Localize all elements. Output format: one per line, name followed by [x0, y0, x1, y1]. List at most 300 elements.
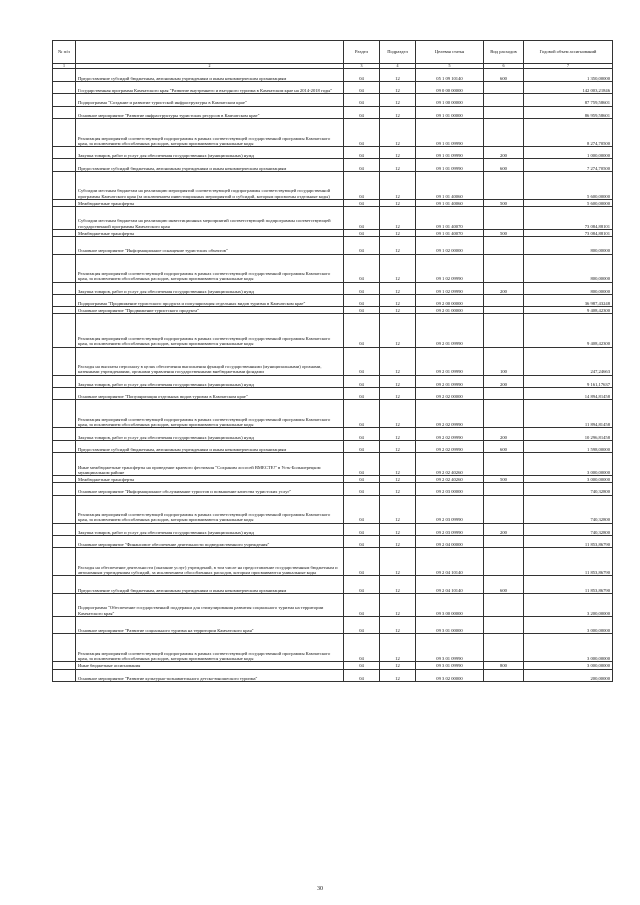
cell-section: 04	[344, 669, 380, 681]
table-row	[53, 523, 613, 535]
cell-amount: 11 894,81458	[524, 400, 613, 428]
table-body	[53, 69, 613, 682]
table-row	[53, 282, 613, 294]
cell-no	[53, 453, 76, 476]
cell-target: 09 3 01 09990	[416, 634, 484, 662]
cell-target: 09 1 01 09990	[416, 118, 484, 146]
cell-no	[53, 440, 76, 452]
cell-no	[53, 388, 76, 400]
cell-name: Закупка товаров, работ и услуг для обеспечения государственных (муниципальных) нужд	[76, 428, 344, 440]
table-row	[53, 548, 613, 576]
cell-amount: 10 296,81458	[524, 428, 613, 440]
table-row	[53, 94, 613, 106]
cell-amount: 247,24663	[524, 347, 613, 375]
header-name	[76, 41, 344, 64]
cell-amount: 800,00000	[524, 254, 613, 282]
cell-no	[53, 282, 76, 294]
cell-exptype	[484, 616, 524, 634]
cell-target: 09 2 02 40260	[416, 453, 484, 476]
cell-subsection: 12	[380, 576, 416, 594]
table-row	[53, 576, 613, 594]
table-row	[53, 118, 613, 146]
cell-subsection: 12	[380, 294, 416, 306]
cell-no	[53, 400, 76, 428]
cell-subsection: 12	[380, 662, 416, 669]
cell-section: 04	[344, 483, 380, 495]
cell-amount: 3 000,00000	[524, 634, 613, 662]
cell-section: 04	[344, 453, 380, 476]
cell-exptype	[484, 400, 524, 428]
cell-name: Реализация мероприятий соответствующей подпрограммы в рамках соответствующей государственной программы Камчатского края, за исключением обособленных расходов, которым присваиваются уникальные коды	[76, 400, 344, 428]
cell-subsection: 12	[380, 593, 416, 616]
cell-section: 04	[344, 616, 380, 634]
table-row	[53, 593, 613, 616]
cell-name: Расходы на обеспечение деятельности (оказание услуг) учреждений, в том числе на предоставление государственным бюджетным и автономным учреждениям субсидий, за исключением обособленных расходов, которым присваиваются уникальные коды	[76, 548, 344, 576]
cell-subsection: 12	[380, 206, 416, 229]
table-row	[53, 146, 613, 158]
cell-section: 04	[344, 400, 380, 428]
cell-section: 04	[344, 118, 380, 146]
cell-amount: 87 759,58601	[524, 94, 613, 106]
cell-no	[53, 307, 76, 314]
cell-amount: 740,32800	[524, 523, 613, 535]
cell-name: Основное мероприятие "Информационное оснащение туристских объектов"	[76, 236, 344, 254]
cell-name: Государственная программа Камчатского края "Развитие внутреннего и въездного туризма в Камчатском крае на 2014-2018 годы"	[76, 81, 344, 93]
cell-amount: 3 000,00000	[524, 662, 613, 669]
cell-target: 09 1 01 09990	[416, 159, 484, 171]
cell-subsection: 12	[380, 81, 416, 93]
cell-exptype: 600	[484, 576, 524, 594]
header-target: Целевая статья	[416, 41, 484, 64]
cell-section: 04	[344, 375, 380, 387]
header-section: Раздел	[344, 41, 380, 64]
table-row	[53, 171, 613, 199]
table-row	[53, 428, 613, 440]
cell-subsection: 12	[380, 254, 416, 282]
cell-exptype	[484, 81, 524, 93]
cell-amount: 9 161,17637	[524, 375, 613, 387]
cell-section: 04	[344, 229, 380, 236]
column-number: 1	[53, 64, 76, 69]
cell-name: Предоставление субсидий бюджетным, автономным учреждениям и иным некоммерческим организациям	[76, 69, 344, 81]
cell-amount: 11 853,86790	[524, 576, 613, 594]
cell-subsection: 12	[380, 483, 416, 495]
cell-exptype	[484, 171, 524, 199]
column-number: 3	[344, 64, 380, 69]
cell-target: 09 2 02 40260	[416, 476, 484, 483]
cell-subsection: 12	[380, 388, 416, 400]
cell-name: Подпрограмма "Создание и развитие туристской инфраструктуры в Камчатском крае"	[76, 94, 344, 106]
cell-name: Закупка товаров, работ и услуг для обеспечения государственных (муниципальных) нужд	[76, 282, 344, 294]
cell-no	[53, 428, 76, 440]
cell-no	[53, 523, 76, 535]
cell-subsection: 12	[380, 236, 416, 254]
cell-name: Основное мероприятие "Развитие инфраструктуры туристских ресурсов в Камчатском крае"	[76, 106, 344, 118]
cell-no	[53, 548, 76, 576]
cell-section: 04	[344, 282, 380, 294]
table-header-row	[53, 41, 613, 64]
cell-section: 04	[344, 428, 380, 440]
cell-name: Реализация мероприятий соответствующей подпрограммы в рамках соответствующей государственной программы Камчатского края, за исключением обособленных расходов, которым присваиваются уникальные коды	[76, 254, 344, 282]
cell-section: 04	[344, 576, 380, 594]
column-number: 6	[484, 64, 524, 69]
cell-amount: 36 987,43248	[524, 294, 613, 306]
table-row	[53, 314, 613, 347]
cell-amount: 86 959,58601	[524, 106, 613, 118]
cell-name: Субсидии местным бюджетам на реализацию инвестиционных мероприятий соответствующей подпрограммы соответствующей государственной программы Камчатского края	[76, 206, 344, 229]
cell-exptype	[484, 294, 524, 306]
cell-target: 09 1 01 09990	[416, 146, 484, 158]
table-row	[53, 453, 613, 476]
table-row	[53, 662, 613, 669]
cell-name: Иные бюджетные ассигнования	[76, 662, 344, 669]
cell-target: 09 1 01 00000	[416, 106, 484, 118]
column-number: 2	[76, 64, 344, 69]
cell-target: 09 2 02 09990	[416, 440, 484, 452]
cell-amount: 8 274,70500	[524, 118, 613, 146]
cell-name: Предоставление субсидий бюджетным, автономным учреждениям и иным некоммерческим организациям	[76, 576, 344, 594]
cell-subsection: 12	[380, 523, 416, 535]
cell-target: 09 2 02 09990	[416, 428, 484, 440]
cell-name: Подпрограмма "Обеспечение государственной поддержки для стимулирования развития социального туризма на территории Камчатского края"	[76, 593, 344, 616]
cell-exptype: 200	[484, 375, 524, 387]
cell-target: 09 1 02 09990	[416, 254, 484, 282]
cell-amount: 800,00000	[524, 236, 613, 254]
cell-amount: 3 000,00000	[524, 453, 613, 476]
table-row	[53, 476, 613, 483]
table-row	[53, 236, 613, 254]
cell-no	[53, 347, 76, 375]
cell-exptype	[484, 483, 524, 495]
cell-target: 09 3 02 00000	[416, 669, 484, 681]
cell-section: 04	[344, 199, 380, 206]
cell-target: 09 1 01 40070	[416, 229, 484, 236]
table-row	[53, 294, 613, 306]
column-number: 7	[524, 64, 613, 69]
cell-target: 09 2 03 00000	[416, 483, 484, 495]
table-row	[53, 347, 613, 375]
header-subsection: Подраздел	[380, 41, 416, 64]
cell-target: 09 2 00 00000	[416, 294, 484, 306]
cell-amount: 3 000,00000	[524, 476, 613, 483]
cell-subsection: 12	[380, 106, 416, 118]
cell-target: 09 2 01 09990	[416, 347, 484, 375]
cell-subsection: 12	[380, 616, 416, 634]
cell-name: Межбюджетные трансферты	[76, 229, 344, 236]
cell-name: Предоставление субсидий бюджетным, автономным учреждениям и иным некоммерческим организациям	[76, 440, 344, 452]
cell-exptype: 600	[484, 440, 524, 452]
table-row	[53, 229, 613, 236]
cell-subsection: 12	[380, 118, 416, 146]
cell-subsection: 12	[380, 159, 416, 171]
cell-section: 04	[344, 523, 380, 535]
header-amount: Годовой объем ассигнований	[524, 41, 613, 64]
table-row	[53, 375, 613, 387]
cell-section: 04	[344, 236, 380, 254]
cell-target: 09 2 01 09990	[416, 314, 484, 347]
cell-amount: 5 600,00000	[524, 199, 613, 206]
cell-target: 09 2 04 00000	[416, 536, 484, 548]
table-row	[53, 81, 613, 93]
cell-amount: 11 853,86790	[524, 548, 613, 576]
cell-no	[53, 669, 76, 681]
cell-name: Основное мероприятие "Финансовое обеспечение деятельности подведомственного учреждения"	[76, 536, 344, 548]
cell-target: 09 2 01 09990	[416, 375, 484, 387]
cell-amount: 200,00000	[524, 669, 613, 681]
cell-subsection: 12	[380, 548, 416, 576]
cell-name: Межбюджетные трансферты	[76, 199, 344, 206]
cell-no	[53, 236, 76, 254]
cell-section: 04	[344, 106, 380, 118]
cell-no	[53, 294, 76, 306]
cell-amount: 5 600,00000	[524, 171, 613, 199]
cell-no	[53, 146, 76, 158]
cell-amount: 11 853,86790	[524, 536, 613, 548]
cell-name: Реализация мероприятий соответствующей подпрограммы в рамках соответствующей государственной программы Камчатского края, за исключением обособленных расходов, которым присваиваются уникальные коды	[76, 495, 344, 523]
cell-subsection: 12	[380, 440, 416, 452]
cell-target: 09 3 01 09990	[416, 662, 484, 669]
cell-amount: 14 894,81458	[524, 388, 613, 400]
cell-exptype	[484, 118, 524, 146]
header-no: № п/п	[53, 41, 76, 64]
cell-amount: 3 000,00000	[524, 616, 613, 634]
table-row	[53, 388, 613, 400]
cell-exptype	[484, 669, 524, 681]
page-number: 30	[317, 886, 323, 892]
cell-subsection: 12	[380, 453, 416, 476]
cell-exptype	[484, 548, 524, 576]
cell-section: 04	[344, 495, 380, 523]
cell-subsection: 12	[380, 400, 416, 428]
cell-section: 04	[344, 146, 380, 158]
cell-amount: 9 408,42300	[524, 307, 613, 314]
cell-no	[53, 536, 76, 548]
cell-section: 04	[344, 69, 380, 81]
cell-section: 04	[344, 662, 380, 669]
cell-no	[53, 229, 76, 236]
cell-amount: 1 598,00000	[524, 440, 613, 452]
cell-target: 09 2 04 10140	[416, 576, 484, 594]
table-row	[53, 400, 613, 428]
cell-target: 09 1 01 40060	[416, 199, 484, 206]
cell-exptype	[484, 593, 524, 616]
cell-section: 04	[344, 476, 380, 483]
cell-name: Закупка товаров, работ и услуг для обеспечения государственных (муниципальных) нужд	[76, 523, 344, 535]
cell-no	[53, 171, 76, 199]
cell-no	[53, 118, 76, 146]
cell-exptype: 500	[484, 229, 524, 236]
cell-exptype: 200	[484, 146, 524, 158]
cell-exptype: 100	[484, 347, 524, 375]
cell-no	[53, 159, 76, 171]
cell-no	[53, 576, 76, 594]
cell-amount: 73 084,88101	[524, 229, 613, 236]
cell-section: 04	[344, 94, 380, 106]
cell-target: 09 1 02 09990	[416, 282, 484, 294]
cell-exptype	[484, 206, 524, 229]
cell-exptype: 500	[484, 199, 524, 206]
cell-name: Субсидии местным бюджетам на реализацию мероприятий соответствующей подпрограммы соответствующей государственной программы Камчатского края (за исключением инвестиционных мероприятий и субсидий, которым присвоены отдельные коды)	[76, 171, 344, 199]
cell-amount: 1 000,00000	[524, 146, 613, 158]
cell-section: 04	[344, 81, 380, 93]
cell-no	[53, 81, 76, 93]
cell-subsection: 12	[380, 307, 416, 314]
cell-exptype: 800	[484, 662, 524, 669]
table-row	[53, 483, 613, 495]
cell-exptype	[484, 634, 524, 662]
column-number: 4	[380, 64, 416, 69]
cell-amount: 73 084,88101	[524, 206, 613, 229]
cell-exptype	[484, 236, 524, 254]
cell-subsection: 12	[380, 347, 416, 375]
cell-amount: 7 274,70500	[524, 159, 613, 171]
cell-subsection: 12	[380, 94, 416, 106]
cell-subsection: 12	[380, 314, 416, 347]
budget-table	[52, 40, 613, 682]
cell-no	[53, 206, 76, 229]
cell-no	[53, 314, 76, 347]
cell-section: 04	[344, 254, 380, 282]
cell-target: 09 2 03 09990	[416, 495, 484, 523]
cell-target: 09 3 01 00000	[416, 616, 484, 634]
cell-section: 04	[344, 536, 380, 548]
cell-subsection: 12	[380, 634, 416, 662]
cell-subsection: 12	[380, 375, 416, 387]
cell-target: 09 2 04 10140	[416, 548, 484, 576]
cell-name: Подпрограмма "Продвижение туристского продукта и популяризация отдельных видов туризма в Камчатском крае"	[76, 294, 344, 306]
cell-target: 09 1 01 40060	[416, 171, 484, 199]
cell-target: 09 2 02 00000	[416, 388, 484, 400]
cell-no	[53, 593, 76, 616]
cell-name: Реализация мероприятий соответствующей подпрограммы в рамках соответствующей государственной программы Камчатского края, за исключением обособленных расходов, которым присваиваются уникальные коды	[76, 634, 344, 662]
cell-exptype	[484, 94, 524, 106]
cell-subsection: 12	[380, 495, 416, 523]
cell-exptype	[484, 314, 524, 347]
cell-no	[53, 375, 76, 387]
cell-section: 04	[344, 171, 380, 199]
table-row	[53, 159, 613, 171]
cell-name: Основное мероприятие "Развитие культурно-познавательного детско-юношеского туризма"	[76, 669, 344, 681]
header-exptype: Вид расходов	[484, 41, 524, 64]
cell-name: Реализация мероприятий соответствующей подпрограммы в рамках соответствующей государственной программы Камчатского края, за исключением обособленных расходов, которым присваиваются уникальные коды	[76, 118, 344, 146]
cell-subsection: 12	[380, 199, 416, 206]
cell-target: 09 0 00 00000	[416, 81, 484, 93]
cell-subsection: 12	[380, 146, 416, 158]
table-row	[53, 69, 613, 81]
cell-no	[53, 476, 76, 483]
table-row	[53, 634, 613, 662]
cell-name: Закупка товаров, работ и услуг для обеспечения государственных (муниципальных) нужд	[76, 146, 344, 158]
cell-no	[53, 254, 76, 282]
cell-target: 09 1 01 40070	[416, 206, 484, 229]
cell-name: Реализация мероприятий соответствующей подпрограммы в рамках соответствующей государственной программы Камчатского края, за исключением обособленных расходов, которым присваиваются уникальные коды	[76, 314, 344, 347]
cell-subsection: 12	[380, 428, 416, 440]
table-row	[53, 495, 613, 523]
cell-exptype: 200	[484, 523, 524, 535]
table-row	[53, 206, 613, 229]
cell-name: Основное мероприятие "Информационное обслуживание туристов и повышение качества туристских услуг"	[76, 483, 344, 495]
cell-target: 05 1 09 10140	[416, 69, 484, 81]
cell-section: 04	[344, 548, 380, 576]
cell-name: Основное мероприятие "Популяризация отдельных видов туризма в Камчатском крае"	[76, 388, 344, 400]
cell-no	[53, 495, 76, 523]
cell-no	[53, 483, 76, 495]
cell-subsection: 12	[380, 669, 416, 681]
cell-subsection: 12	[380, 536, 416, 548]
cell-exptype: 500	[484, 476, 524, 483]
cell-no	[53, 199, 76, 206]
table-row	[53, 440, 613, 452]
cell-exptype	[484, 307, 524, 314]
cell-amount: 142 003,21846	[524, 81, 613, 93]
cell-section: 04	[344, 159, 380, 171]
cell-amount: 800,00000	[524, 282, 613, 294]
cell-name: Межбюджетные трансферты	[76, 476, 344, 483]
cell-target: 09 1 02 00000	[416, 236, 484, 254]
cell-exptype: 200	[484, 428, 524, 440]
cell-section: 04	[344, 314, 380, 347]
cell-section: 04	[344, 294, 380, 306]
cell-no	[53, 106, 76, 118]
cell-exptype	[484, 106, 524, 118]
cell-amount: 740,32800	[524, 483, 613, 495]
cell-no	[53, 634, 76, 662]
budget-document-page	[52, 40, 612, 682]
cell-no	[53, 662, 76, 669]
cell-subsection: 12	[380, 229, 416, 236]
cell-name: Предоставление субсидий бюджетным, автономным учреждениям и иным некоммерческим организациям	[76, 159, 344, 171]
cell-target: 09 2 03 09990	[416, 523, 484, 535]
table-row	[53, 199, 613, 206]
cell-section: 04	[344, 388, 380, 400]
cell-amount: 9 408,42300	[524, 314, 613, 347]
table-row	[53, 669, 613, 681]
cell-no	[53, 616, 76, 634]
table-row	[53, 536, 613, 548]
cell-target: 09 2 01 00000	[416, 307, 484, 314]
cell-section: 04	[344, 347, 380, 375]
cell-subsection: 12	[380, 171, 416, 199]
cell-name: Основное мероприятие "Продвижение туристского продукта"	[76, 307, 344, 314]
cell-exptype	[484, 536, 524, 548]
cell-amount: 3 200,00000	[524, 593, 613, 616]
cell-exptype: 200	[484, 282, 524, 294]
cell-no	[53, 69, 76, 81]
table-row	[53, 106, 613, 118]
cell-target: 09 1 00 00000	[416, 94, 484, 106]
cell-name: Расходы на выплаты персоналу в целях обеспечения выполнения функций государственными (муниципальными) органами, казенными учреждениями, органами управления государственными внебюджетными фондами	[76, 347, 344, 375]
cell-no	[53, 94, 76, 106]
cell-exptype	[484, 495, 524, 523]
cell-target: 09 3 00 00000	[416, 593, 484, 616]
cell-subsection: 12	[380, 282, 416, 294]
cell-name: Основное мероприятие "Развитие социального туризма на территории Камчатского края"	[76, 616, 344, 634]
table-row	[53, 254, 613, 282]
cell-section: 04	[344, 307, 380, 314]
cell-subsection: 12	[380, 476, 416, 483]
column-number: 5	[416, 64, 484, 69]
cell-section: 04	[344, 634, 380, 662]
cell-target: 09 2 02 09990	[416, 400, 484, 428]
cell-name: Иные межбюджетные трансферты на проведение краевого фестиваля "Сохраним лососей ВМЕСТЕ!" в Усть-Большерецком муниципальном районе	[76, 453, 344, 476]
cell-section: 04	[344, 206, 380, 229]
cell-exptype	[484, 453, 524, 476]
cell-amount: 740,32800	[524, 495, 613, 523]
cell-exptype: 600	[484, 159, 524, 171]
cell-exptype: 600	[484, 69, 524, 81]
cell-subsection: 12	[380, 69, 416, 81]
cell-section: 04	[344, 593, 380, 616]
